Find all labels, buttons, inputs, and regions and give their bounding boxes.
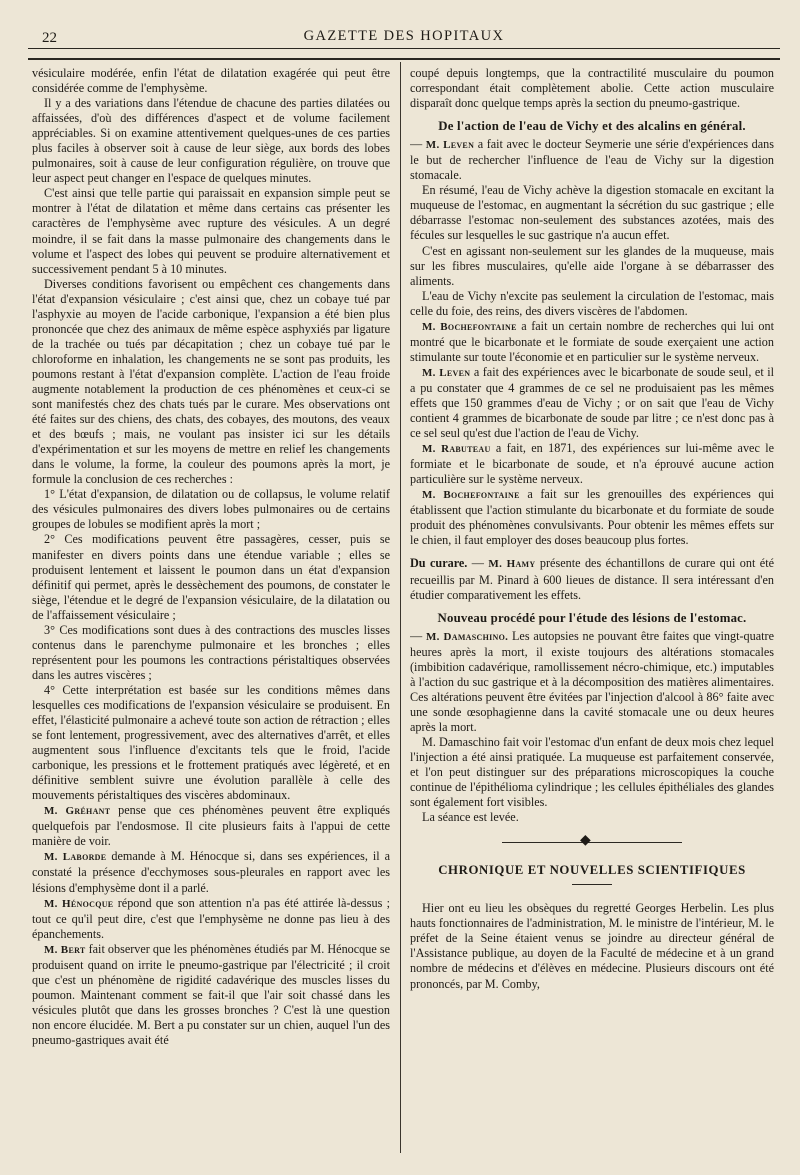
- paragraph: [32, 942, 390, 1048]
- conclusion-item-2: 2° Ces modifications peuvent être passagères, cesser, puis se manifester en divers points dans une étendue variable ; elles se produisent lentement et laissent le poumon dans un état d'expansion définitif qui permet, après le dessèchement des poumons, de constater le siège, l'étendue et le degré de l'expansion vésiculaire, de la dilatation ou de l'affaissement vésiculaire ;: [32, 532, 390, 622]
- paragraph-text: a fait sur les grenouilles des expériences qui établissent que l'action stimulante du bicarbonate et du formiate de soude produit des phénomènes convulsivants. Pour obtenir les mêmes effets sur le chien, il faut employer des doses beaucoup plus fortes.: [410, 487, 774, 548]
- header-rule-thick: [28, 58, 780, 60]
- section-heading: CHRONIQUE ET NOUVELLES SCIENTIFIQUES: [438, 863, 746, 878]
- right-column: [410, 66, 774, 1157]
- section-title-curare: Du curare.: [410, 556, 468, 571]
- column-divider: [400, 62, 401, 1153]
- section-title-vichy: De l'action de l'eau de Vichy et des alcalins en général.: [438, 119, 746, 134]
- paragraph: [410, 629, 774, 735]
- speaker-name: M. Hénocque: [44, 897, 114, 910]
- paragraph-text: Les autopsies ne pouvant être faites que vingt-quatre heures après la mort, il existe toujours des altérations stomacales (imbibition cadavérique, ramollissement nécro-chimique, etc.) imputables à l'action du suc gastrique et à la décomposition des matières alimentaires. Ces altérations peuvent être évitées par l'injection d'alcool à 86° faite avec une sonde œsophagienne dans la cavité stomacale une ou deux heures après la mort.: [410, 628, 774, 734]
- dash: —: [471, 556, 484, 571]
- paragraph-text: pense que ces phénomènes peuvent être expliqués quelquefois par l'endosmose. Il cite plusieurs faits à l'appui de cette manière de voir.: [32, 803, 390, 849]
- paragraph: Diverses conditions favorisent ou empêchent ces changements dans l'état d'expansion vésiculaire ; c'est ainsi que, chez un cobaye tué par l'asphyxie au moyen de l'acide carbonique, l'expansion a été bien plus prononcée que chez des animaux de même espèce asphyxiés par ligature de la trachée ou tués par décapitation ; chez un cobaye tué par le chloroforme en inhalation, les changements ne se sont pas produits, les poumons restant à l'état d'expansion complète. L'action de l'eau froide augmente notablement la production de ces phénomènes et ceux-ci se sont manifestés chez des chats tués par le curare. Mes observations ont été faites sur des chiens, des chats, des cobayes, des moutons, des veaux et des bœufs ; mais, ne voulant pas insister ici sur les détails d'expérimentation et sur les moyens de mettre en relief les changements dans le volume, la forme, la couleur des poumons après la mort, je formule la conclusion de ces recherches :: [32, 276, 390, 487]
- section-rule: [572, 884, 612, 885]
- paragraph-text: a fait, en 1871, des expériences sur lui-même avec le formiate et le bicarbonate de soude, et n'a éprouvé aucune action particulière sur le système nerveux.: [410, 441, 774, 487]
- ornament-divider: [410, 831, 774, 855]
- paragraph-text: répond que son attention n'a pas été attirée là-dessus ; tout ce qu'il peut dire, c'est que l'emphysème ne donne pas lieu à des épanchements.: [32, 895, 390, 941]
- paragraph: La séance est levée.: [422, 810, 519, 825]
- conclusion-item-3: 3° Ces modifications sont dues à des contractions des muscles lisses contenus dans le parenchyme pulmonaire et les bronches ; elles représentent pour les poumons les contractions péristaltiques observées dans les autres viscères ;: [32, 622, 390, 682]
- paragraph: C'est en agissant non-seulement sur les glandes de la muqueuse, mais sur les fibres musculaires, qu'elle aide l'organe à se débarrasser des aliments.: [410, 243, 774, 288]
- speaker-name: M. Gréhant: [44, 805, 111, 818]
- paragraph-text: a fait un certain nombre de recherches qui lui ont montré que le bicarbonate et le formiate de soude exerçaient une action stimulante sur toute l'économie et en particulier sur le système nerveux.: [410, 318, 774, 364]
- header-rule-thin: [28, 48, 780, 49]
- paragraph-text: demande à M. Hénocque si, dans ses expériences, il a constaté la présence d'ecchymoses sous-pleurales en rapport avec les lésions d'emphysème dont il a parlé.: [32, 849, 390, 895]
- speaker-name: M. Laborde: [44, 851, 107, 864]
- speaker-name: M. Hamy: [488, 558, 536, 571]
- paragraph: [410, 319, 774, 365]
- ornament-line: [502, 842, 682, 843]
- paragraph: [410, 487, 774, 548]
- section-title-estomac: Nouveau procédé pour l'étude des lésions de l'estomac.: [437, 610, 747, 625]
- dash: —: [410, 137, 423, 152]
- paragraph: [32, 849, 390, 895]
- paragraph-text: a fait avec le docteur Seymerie une série d'expériences dans le but de rechercher l'influence de l'eau de Vichy sur la digestion stomacale.: [410, 137, 774, 183]
- paragraph: M. Damaschino fait voir l'estomac d'un enfant de deux mois chez lequel l'injection a été ainsi pratiquée. La muqueuse est parfaitement conservée, et l'on peut distinguer sur des préparations microscopiques la couche continue de l'épithélioma cylindrique ; les cellules épithéliales des glandes sont également fort visibles.: [410, 734, 774, 810]
- paragraph: En résumé, l'eau de Vichy achève la digestion stomacale en excitant la muqueuse de l'estomac, en augmentant la sécrétion du suc gastrique ; elle débarrasse l'estomac non-seulement des substances azotées, mais des fécules sur lesquelles le suc gastrique n'a aucun effet.: [410, 183, 774, 243]
- paragraph: L'eau de Vichy n'excite pas seulement la circulation de l'estomac, mais celle du foie, des reins, des divers viscères de l'abdomen.: [410, 288, 774, 318]
- speaker-name: M. Leven: [425, 139, 475, 152]
- page-number: 22: [42, 30, 57, 46]
- left-column: [32, 66, 390, 1157]
- paragraph-text: fait observer que les phénomènes étudiés par M. Hénocque se produisent quand on irrite le pneumo-gastrique par l'électricité ; il croit que c'est un phénomène de rigidité cadavérique des muscles lisses du poumon. Maintenant comment se fait-il que l'air soit chassé dans les vésicules plutôt que dans les grosses bronches ? C'est là une question non encore élucidée. M. Bert a pu constater sur un chien, auquel l'un des pneumo-gastriques avait été: [32, 941, 390, 1047]
- paragraph: [410, 441, 774, 487]
- speaker-name: M. Leven: [422, 366, 471, 379]
- paragraph: [32, 803, 390, 849]
- paragraph: Il y a des variations dans l'étendue de chacune des parties dilatées ou affaissées, d'où des différences d'aspect et de volume facilement appréciables. Si on examine attentivement quelques-unes de ces parties plus faciles à observer soit à cause de leur siège, aux bords des lobes pulmonaires, soit à cause de leur configuration régulière, on trouve que leur aspect peut changer en l'espace de quelques minutes.: [32, 96, 390, 186]
- paragraph: [32, 896, 390, 942]
- speaker-name: M. Bochefontaine: [422, 320, 517, 333]
- conclusion-item-4: 4° Cette interprétation est basée sur les conditions mêmes dans lesquelles ces modifications de l'expansion vésiculaire se produisent. En effet, l'élasticité pulmonaire a achevé toute son action de rétraction ; elles se font lentement, progressivement, avec des alternatives d'arrêt, et elles augmentent sous l'influence d'excitants tels que le froid, l'acide carbonique, les pressions et le frottement pratiqués avec légèreté, et en définitive semblent suivre une évolution parallèle à celle des mouvements péristaltiques des viscères abdominaux.: [32, 682, 390, 803]
- journal-title: GAZETTE DES HOPITAUX: [303, 28, 505, 44]
- paragraph: [410, 365, 774, 441]
- paragraph: vésiculaire modérée, enfin l'état de dilatation exagérée qui peut être considérée comme de l'emphysème.: [32, 66, 390, 96]
- paragraph: Hier ont eu lieu les obsèques du regretté Georges Herbelin. Les plus hauts fonctionnaires de l'administration, M. le ministre de l'intérieur, M. le préfet de la Seine étaient venus se joindre au directeur général de l'Assistance publique, au doyen de la Faculté de médecine et à un grand nombre de médecins et d'élèves en médecine. Plusieurs discours ont été prononcés, par M. Comby,: [410, 901, 774, 991]
- paragraph: [410, 556, 774, 602]
- paragraph-text: a fait des expériences avec le bicarbonate de soude seul, et il a pu constater que 4 grammes de ce sel ne produisaient pas les mêmes effets que 150 grammes d'eau de Vichy ; or on sait que l'eau de Vichy contient 4 grammes de bicarbonate de soude par litre ; ce n'est donc pas à ce sel seul qu'est due l'action de l'eau de Vichy.: [410, 364, 774, 441]
- speaker-name: M. Rabuteau: [422, 443, 491, 456]
- paragraph: [410, 137, 774, 183]
- speaker-name: M. Bochefontaine: [422, 489, 520, 502]
- paragraph: coupé depuis longtemps, que la contractilité musculaire du poumon correspondant était complètement abolie. Cette action musculaire disparaît donc quelque temps après la section du pneumo-gastrique.: [410, 66, 774, 111]
- speaker-name: M. Damaschino.: [425, 630, 509, 643]
- conclusion-item-1: 1° L'état d'expansion, de dilatation ou de collapsus, le volume relatif des vésicules pulmonaires des divers lobes pulmonaires ou de certains groupes de lobules se modifient après la mort ;: [32, 487, 390, 532]
- speaker-name: M. Bert: [44, 943, 86, 956]
- dash: —: [410, 628, 423, 643]
- ornament-diamond-icon: ◆: [580, 833, 591, 849]
- paragraph: C'est ainsi que telle partie qui paraissait en expansion simple peut se montrer à l'état de dilatation et même dans certains cas présenter les caractères de l'emphysème avec rupture des vésicules. A un degré moindre, il se fait dans la masse pulmonaire des changements dans le volume et l'aspect des lobes qui peuvent se produire alternativement et successivement pendant 5 à 10 minutes.: [32, 186, 390, 276]
- paragraph-text: présente des échantillons de curare qui ont été recueillis par M. Pinard à 600 lieues de distance. Il sera intéressant d'en étudier comparativement les effets.: [410, 556, 774, 602]
